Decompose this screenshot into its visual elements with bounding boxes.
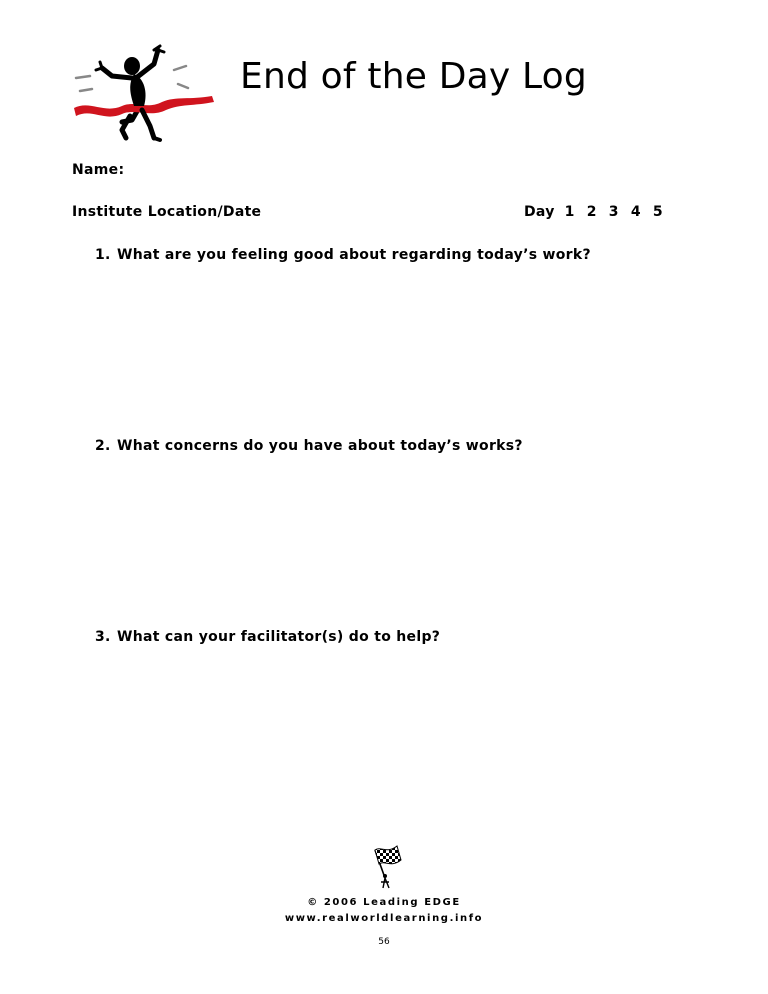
runner-crossing-finish-line-icon <box>70 44 218 144</box>
copyright-text: © 2006 Leading EDGE <box>307 897 461 908</box>
institute-location-date-label: Institute Location/Date <box>72 204 262 220</box>
day-option: 2 <box>586 204 597 220</box>
day-option: 4 <box>630 204 641 220</box>
day-selector <box>524 204 663 220</box>
question-text: What can your facilitator(s) do to help? <box>117 629 441 645</box>
question-item <box>95 438 523 454</box>
day-option: 1 <box>564 204 575 220</box>
question-text: What are you feeling good about regarding today’s work? <box>117 247 591 263</box>
day-option: 3 <box>608 204 619 220</box>
page-title: End of the Day Log <box>240 56 587 97</box>
question-text: What concerns do you have about today’s works? <box>117 438 523 454</box>
question-item <box>95 247 591 263</box>
day-option: 5 <box>652 204 663 220</box>
day-label: Day <box>524 204 555 220</box>
question-number: 1. <box>95 247 111 263</box>
website-link[interactable]: www.realworldlearning.info <box>284 913 484 924</box>
question-number: 3. <box>95 629 111 645</box>
checkered-flag-icon <box>365 838 403 896</box>
question-item <box>95 629 440 645</box>
question-number: 2. <box>95 438 111 454</box>
page-number: 56 <box>378 937 390 947</box>
name-label: Name: <box>72 162 125 178</box>
